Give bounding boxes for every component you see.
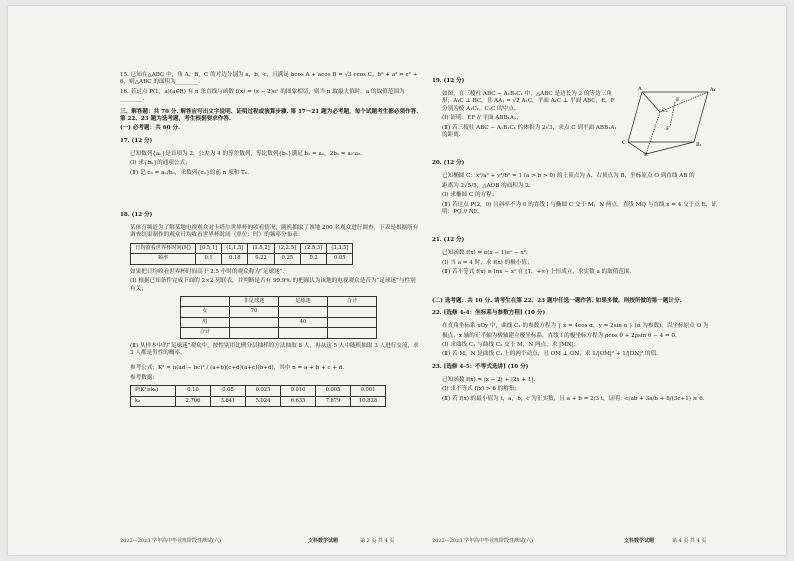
table-cell: 合计 <box>181 328 230 338</box>
question-23-part-2: (Ⅱ) 若 f(x) 的最小值为 t，a，b，c 为正实数，且 a + b = 2/3 t，证明：c/ab + 3a/b + 8/(3c+1) ≥ 6. <box>442 395 705 402</box>
label-b: B <box>644 152 648 156</box>
table-cell: 合计 <box>328 296 377 306</box>
question-17-part-2: (Ⅱ) 记 cₙ = aₙ/bₙ，求数列{cₙ}的前 n 项和 Tₙ. <box>130 169 250 176</box>
question-20-part-2: (Ⅱ) 若过点 P(2，0) 且斜率不为 0 的直线 l 与椭圆 C 交于 M，N 两点，直线 MQ 与直线 x = 4 交于点 E，证明：PQ // NE. <box>442 201 717 216</box>
table-cell: 40 <box>279 317 328 327</box>
question-20-stem-2: 距离为 2√5/5，△AOB 的面积为 2. <box>442 182 531 189</box>
table-row <box>181 328 377 338</box>
question-22-part-2: (Ⅱ) 若 M，N 是曲线 C₁ 上的两个动点，且 OM ⊥ ON，求 1/|OM|² + 1/|ON|² 的值. <box>442 351 658 358</box>
table-cell: 10.828 <box>351 396 386 406</box>
table-cell: P(K²≥k₀) <box>131 386 176 396</box>
question-22-stem-2: 极点，x 轴的正半轴为极轴建立极坐标系，直线 l 的极坐标方程为 ρcos θ + 2ρsin θ − 4 = 0. <box>442 332 677 339</box>
question-19-part-2: (Ⅱ) 若三棱柱 ABC − A₁B₁C₁ 的体积为 2√3，求点 C 到平面 ABB₁A₁ 的距离. <box>442 124 617 139</box>
reference-table <box>130 385 386 407</box>
footer-right-page: 第 4 页 共 4 页 <box>672 538 707 544</box>
question-18-definition: 如果把日均收看世界杯时间高于 2.5 小时的观众称为“足球迷”. <box>130 268 285 275</box>
table-cell: 0.05 <box>211 386 246 396</box>
table-cell: 0.10 <box>176 386 211 396</box>
question-18-stem: 某体育频道为了解某地电视观众对卡塔尔世界杯的收看情况，随机抽取了该地 200 名观众进行调查，下表是根据所有调查结果制作的观众日均收看世界杯时间（单位：时）的频率分布表： <box>130 225 419 239</box>
label-a: A <box>638 86 642 92</box>
table-cell: 70 <box>230 307 279 317</box>
table-row <box>181 296 377 306</box>
question-20-stem-1: 已知椭圆 C：x²/a² + y²/b² = 1 (a > b > 0) 的上顶点为 A，右顶点为 B，坐标原点 O 到直线 AB 的 <box>442 173 695 180</box>
table-cell <box>328 328 377 338</box>
table-cell: 0.05 <box>327 254 353 264</box>
table-cell: 6.635 <box>281 396 316 406</box>
question-21-part-2: (Ⅱ) 若不等式 f(x) ≥ lnx − x² 在 [1，+∞) 上恒成立，求实数 a 的取值范围. <box>442 269 632 276</box>
table-cell <box>181 296 230 306</box>
table-row <box>131 396 386 406</box>
table-cell: 男 <box>181 317 230 327</box>
question-17-part-1: (Ⅰ) 求{bₙ}的通项公式； <box>130 160 191 167</box>
reference-data-label: 参考数据： <box>130 374 158 381</box>
table-cell: 5.024 <box>246 396 281 406</box>
question-23-part-1: (Ⅰ) 求不等式 f(x) > 6 的解集； <box>442 386 521 393</box>
question-22-part-1: (Ⅰ) 求曲线 C₁ 与曲线 C₂ 交于 M，N 两点，求 |MN|； <box>442 341 580 348</box>
table-cell: 0.1 <box>195 254 221 264</box>
exam-sheet <box>8 6 786 555</box>
table-cell: 0.18 <box>222 254 248 264</box>
question-16: 16. 若过点 P(1，a)(a∈R) 有 n 条直线与函数 f(x) = (x − 2)eˣ 的图象相切，则当 n 取最大值时，a 的取值范围为________. <box>120 88 405 103</box>
table-row <box>131 254 353 264</box>
table-row <box>131 386 386 396</box>
question-23-head: 23. [选修 4-5：不等式选讲] (10 分) <box>432 363 529 370</box>
table-row <box>181 317 377 327</box>
table-cell: 0.010 <box>281 386 316 396</box>
table-row <box>181 307 377 317</box>
table-cell <box>230 328 279 338</box>
label-b1: B₁ <box>696 142 702 148</box>
label-e: E <box>676 97 680 103</box>
section-3-title: 三、解答题：共 70 分. 解答应写出文字说明、证明过程或演算步骤. 第 17～21 题为必考题，每个试题考生都必须作答. 第 22、23 题为选考题，考生根据要求作答. <box>120 108 419 123</box>
table-cell: (1.5,2] <box>248 243 274 253</box>
label-c: C <box>622 140 626 146</box>
question-15: 15. 已知在△ABC 中，角 A，B，C 的对边分别为 a，b，c，且满足 bcos A + acos B = √3 ccos C，b² + a² = c² + 6，则△ABC 的面积为________. <box>120 72 418 86</box>
table-cell: (3,3.5] <box>327 243 353 253</box>
table-cell: 非足球迷 <box>230 296 279 306</box>
question-17-stem: 已知数列{aₙ}是首项为 2，公差为 4 的等差数列，等比数列{bₙ}满足 b₁ = a₁，2b₅ = a₂·a₃. <box>130 150 363 157</box>
table-cell <box>328 307 377 317</box>
table-cell: 0.005 <box>316 386 351 396</box>
optional-section-title: (二) 选考题：共 10 分. 请考生在第 22、23 题中任选一题作答. 如果多做，则按所做的第一题计分. <box>432 297 682 304</box>
table-cell: 2.706 <box>176 396 211 406</box>
label-c1: C₁ <box>662 108 668 114</box>
label-a1: A₁ <box>710 87 716 93</box>
footer-right-exam-name: 2022—2023 学年高中毕业班阶段性测试(六) <box>432 538 533 544</box>
frequency-table <box>130 243 353 265</box>
question-18-part-1: (Ⅰ) 根据已知条件完成下面的 2×2 列联表，并判断是否有 99.9% 的把握认为该地的电视观众是否为“足球迷”与性别有关； <box>130 278 416 292</box>
table-cell: [0.5,1] <box>195 243 221 253</box>
table-cell: 3.841 <box>211 396 246 406</box>
contingency-table <box>180 296 377 339</box>
table-cell <box>279 307 328 317</box>
table-cell: 0.001 <box>351 386 386 396</box>
question-21-head: 21. (12 分) <box>432 237 465 244</box>
question-19-part-1: (Ⅰ) 证明：EF // 平面 ABB₁A₁； <box>442 115 522 122</box>
prism-figure <box>620 82 720 156</box>
question-21-part-1: (Ⅰ) 当 a = 4 时，求 f(x) 的极小值； <box>442 259 533 266</box>
left-column <box>120 72 420 411</box>
section-3-subtitle: (一) 必考题：共 60 分. <box>120 125 181 132</box>
question-22-head: 22. [选修 4-4：坐标系与参数方程] (10 分) <box>432 310 546 317</box>
question-18-head: 18. (12 分) <box>120 212 153 219</box>
label-f: F <box>666 126 670 132</box>
question-18-part-2: (Ⅱ) 从样本中的“足球迷”观众中，按性别用比例分层抽样的方法抽取 8 人，再从这 5 人中随机抽取 3 人进行交流，求 3 人都是男性的概率. <box>130 342 419 356</box>
table-cell: 7.879 <box>316 396 351 406</box>
question-20-head: 20. (12 分) <box>432 160 465 167</box>
table-row <box>131 243 353 253</box>
reference-formula: 参考公式：K² = n(ad − bc)² / (a+b)(c+d)(a+c)(b+d)，其中 n = a + b + c + d. <box>130 365 345 372</box>
table-cell: (2,2.5] <box>274 243 300 253</box>
table-cell: 足球迷 <box>279 296 328 306</box>
table-cell: 0.22 <box>248 254 274 264</box>
footer-right-subject: 文科数学试题 <box>624 538 655 544</box>
table-cell: 女 <box>181 307 230 317</box>
question-21-stem: 已知函数 f(x) = e(x − 1)eˣ − x². <box>442 250 528 257</box>
table-cell: 频率 <box>131 254 196 264</box>
question-19-stem: 如图，在三棱柱 ABC − A₁B₁C₁ 中，△ABC 是边长为 2 的等边三角形，A₁C ⊥ BC，且 AA₁ = √2 A₁C，平面 A₁C ⊥ 平面 ABC，E，F 分别为棱 A₁C₁，C₁C 的中点. <box>442 91 615 112</box>
question-23-stem: 已知函数 f(x) = |x − 2| + |2x + 1|. <box>442 376 536 383</box>
footer-left-page: 第 3 页 共 4 页 <box>360 538 395 544</box>
table-cell: k₀ <box>131 396 176 406</box>
question-22-stem-1: 在直角坐标系 xOy 中，曲线 C₁ 的参数方程为 { x = 4cos α，y = 2sin α } (α 为参数)，以坐标原点 O 为 <box>442 323 709 330</box>
prism-diagram <box>620 82 720 156</box>
table-cell: (1,1.5] <box>222 243 248 253</box>
footer-left-subject: 文科数学试题 <box>308 538 339 544</box>
question-20-part-1: (Ⅰ) 求椭圆 C 的方程； <box>442 192 498 199</box>
table-cell: (2.5,3] <box>300 243 326 253</box>
table-cell <box>328 317 377 327</box>
table-cell: 0.025 <box>246 386 281 396</box>
table-cell: 0.25 <box>274 254 300 264</box>
question-19-head: 19. (12 分) <box>432 78 465 84</box>
table-cell: 0.2 <box>300 254 326 264</box>
question-17-head: 17. (12 分) <box>120 137 153 144</box>
table-cell <box>279 328 328 338</box>
table-cell <box>230 317 279 327</box>
table-cell: 日均收看世界杯时间(时) <box>131 243 196 253</box>
footer-left-exam-name: 2022—2023 学年高中毕业班阶段性测试(六) <box>120 538 221 544</box>
